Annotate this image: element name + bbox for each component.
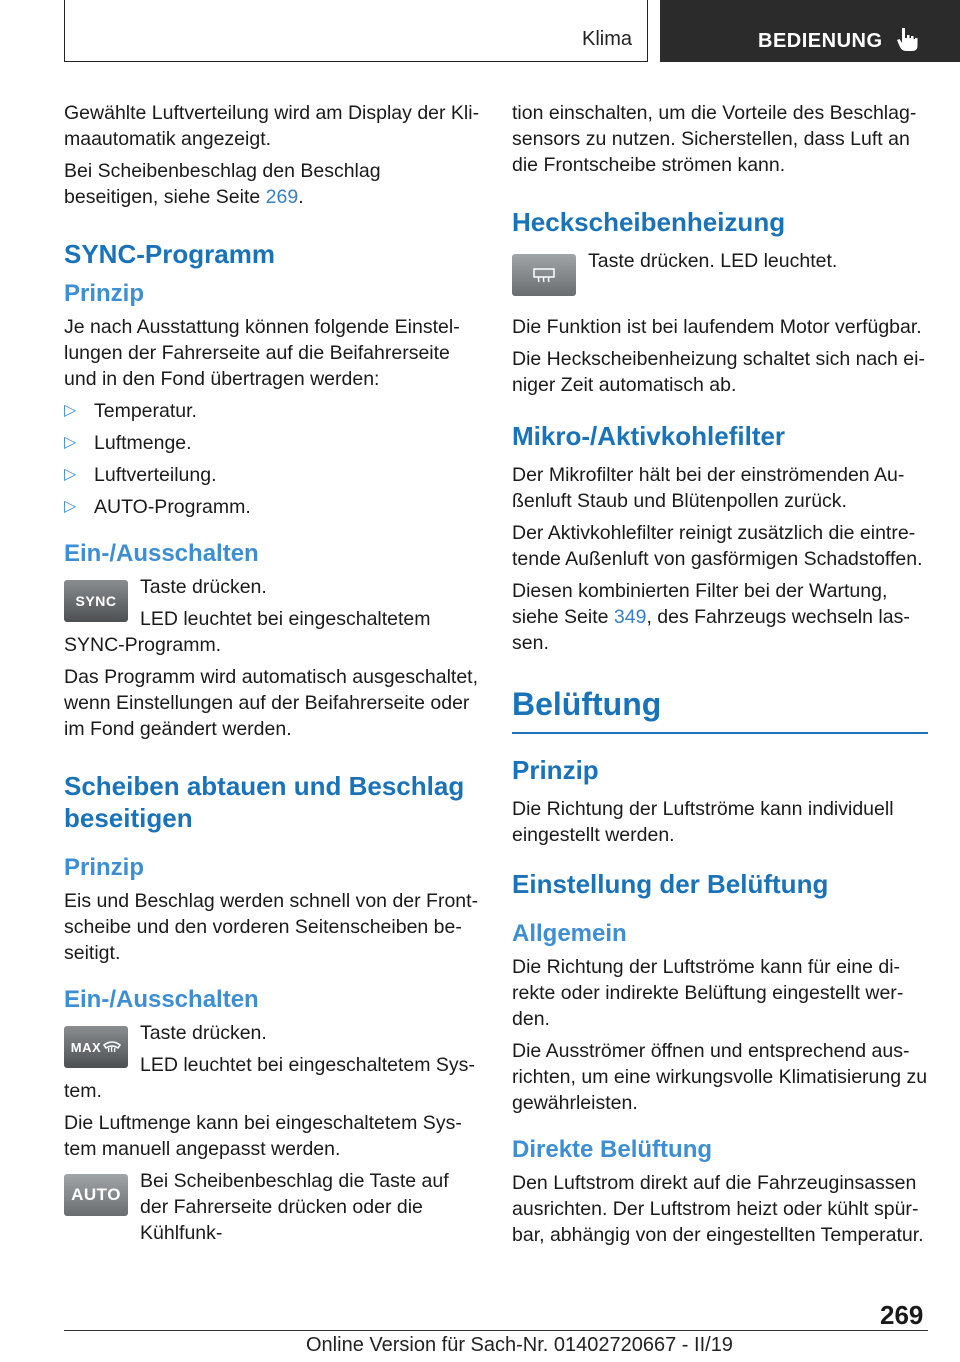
list-item: ▷ AUTO-Programm.	[64, 496, 251, 518]
section-heading: Prinzip	[512, 755, 599, 785]
paragraph: Die Ausströmer öffnen und entsprechend ausrichten, um eine wirkungsvolle Klimatisierung zu gewährleisten.	[512, 1040, 928, 1114]
paragraph: LED leuchtet bei eingeschaltetem System.	[64, 1054, 475, 1102]
list-item: ▷ Temperatur.	[64, 400, 197, 422]
triangle-bullet-icon: ▷	[64, 434, 77, 451]
max-defrost-button-icon: MAX	[64, 1026, 128, 1068]
bullet-list	[64, 398, 480, 520]
paragraph: Die Funktion ist bei laufendem Motor verfügbar.	[512, 316, 922, 338]
right-column	[512, 100, 928, 1254]
section-heading: Einstellung der Belüftung	[512, 869, 829, 899]
footer-text: Online Version für Sach-Nr. 01402720667 - II/19	[306, 1334, 733, 1356]
pointing-hand-icon	[896, 26, 920, 57]
section-heading: Scheiben abtauen und Beschlag beseitigen	[64, 771, 465, 833]
paragraph: Der Mikrofilter hält bei der einströmenden Außenluft Staub und Blütenpollen zurück.	[512, 464, 905, 512]
subheading: Prinzip	[64, 854, 145, 881]
section-heading: Mikro-/Aktivkohlefilter	[512, 421, 786, 451]
subheading: Ein-/Ausschalten	[64, 540, 259, 567]
paragraph: LED leuchtet bei eingeschaltetem SYNC-Programm.	[64, 608, 431, 656]
paragraph: Je nach Ausstattung können folgende Einstellungen der Fahrerseite auf die Beifahrerseite und in den Fond übertragen werden:	[64, 316, 460, 390]
page-link[interactable]: 269	[265, 186, 299, 208]
triangle-bullet-icon: ▷	[64, 466, 77, 483]
section-heading: Heckscheibenheizung	[512, 207, 786, 237]
header-chapter-tab	[660, 0, 960, 62]
subheading: Direkte Belüftung	[512, 1136, 713, 1163]
page-link[interactable]: 349	[613, 606, 647, 628]
chapter-heading: Belüftung	[512, 684, 928, 734]
paragraph: Das Programm wird automatisch ausgeschaltet, wenn Einstellungen auf der Beifahrerseite oder im Fond geändert werden.	[64, 666, 479, 740]
paragraph: Den Luftstrom direkt auf die Fahrzeuginsassen ausrichten. Der Luftstrom heizt oder kühlt spürbar, abhängig von der eingestellten Temperatur.	[512, 1172, 924, 1246]
page-number: 269	[880, 1300, 924, 1330]
section-heading: SYNC-Programm	[64, 239, 275, 269]
paragraph: Bei Scheibenbeschlag den Beschlag beseitigen, siehe Seite 269.	[64, 160, 381, 208]
paragraph: Taste drücken. LED leuchtet.	[588, 250, 838, 272]
sync-button-block	[64, 574, 480, 658]
header-section-title: Klima	[581, 28, 632, 50]
header-left-frame	[64, 0, 648, 62]
footer-divider	[64, 1330, 928, 1331]
list-item: ▷ Luftverteilung.	[64, 464, 217, 486]
paragraph: Eis und Beschlag werden schnell von der Frontscheibe und den vorderen Seitenscheiben beseitigt.	[64, 890, 479, 964]
paragraph: Taste drücken.	[140, 576, 267, 598]
triangle-bullet-icon: ▷	[64, 402, 77, 419]
subheading: Ein-/Ausschalten	[64, 986, 259, 1013]
paragraph: Die Heckscheibenheizung schaltet sich nach einiger Zeit automatisch ab.	[512, 348, 925, 396]
triangle-bullet-icon: ▷	[64, 498, 77, 515]
paragraph: Bei Scheibenbeschlag die Taste auf der Fahrerseite drücken oder die Kühlfunk-	[140, 1170, 449, 1244]
paragraph: Der Aktivkohlefilter reinigt zusätzlich die eintretende Außenluft von gasförmigen Schadstoffen.	[512, 522, 923, 570]
auto-button-icon: AUTO	[64, 1174, 128, 1216]
paragraph: Diesen kombinierten Filter bei der Wartung, siehe Seite 349, des Fahrzeugs wechseln lassen.	[512, 580, 910, 654]
paragraph: Die Luftmenge kann bei eingeschaltetem System manuell angepasst werden.	[64, 1112, 462, 1160]
header-chapter-label: BEDIENUNG	[758, 30, 883, 52]
paragraph: Taste drücken.	[140, 1022, 267, 1044]
rear-heating-button-block	[512, 248, 928, 314]
paragraph: Gewählte Luftverteilung wird am Display der Klimaautomatik angezeigt.	[64, 102, 480, 150]
max-defrost-button-block	[64, 1020, 480, 1104]
windshield-defrost-icon	[103, 1039, 121, 1055]
paragraph: Die Richtung der Luftströme kann für eine direkte oder indirekte Belüftung eingestellt werden.	[512, 956, 904, 1030]
sync-button-icon: SYNC	[64, 580, 128, 622]
subheading: Prinzip	[64, 280, 145, 307]
paragraph: tion einschalten, um die Vorteile des Beschlagsensors zu nutzen. Sicherstellen, dass Luft an die Frontscheibe strömen kann.	[512, 102, 917, 176]
auto-button-block	[64, 1168, 480, 1246]
rear-window-heating-icon	[512, 254, 576, 296]
list-item: ▷ Luftmenge.	[64, 432, 192, 454]
subheading: Allgemein	[512, 920, 627, 947]
left-column	[64, 100, 480, 1252]
paragraph: Die Richtung der Luftströme kann individuell eingestellt werden.	[512, 798, 894, 846]
